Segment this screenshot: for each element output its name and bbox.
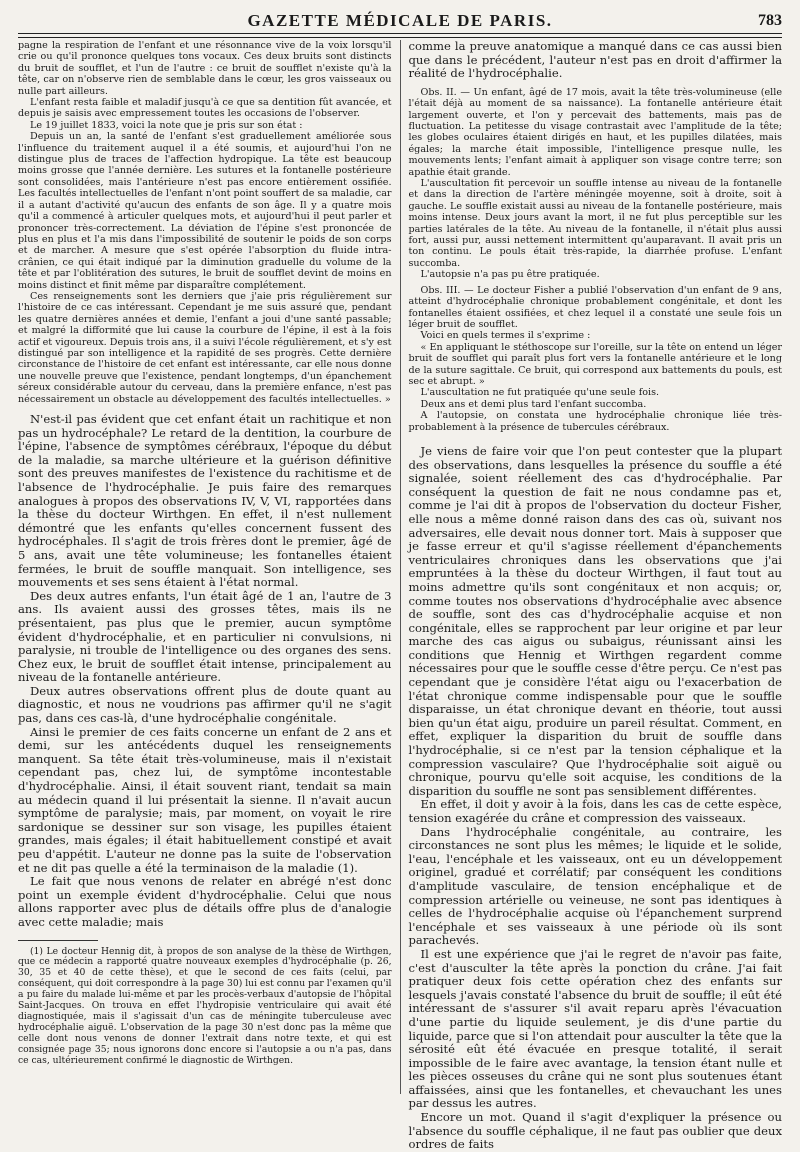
paragraph: Ainsi le premier de ces faits concerne un enfant de 2 ans et demi, sur les antécédents duquel les renseignements manquent. Sa tête était très-volumineuse, mais il n'existait cependant pas, chez lui, de symptôme incontestable d'hydrocéphalie. Ainsi, il était souvent riant, tendait sa main au médecin quand il lui présentait la sienne. Il n'avait aucun symptôme de paralysie; mais, par moment, on voyait le rire sardonique se dessiner sur son visage, les pupilles étaient grandes, mais égales; il était habituellement constipé et avait peu d'appétit. L'auteur ne donne pas la suite de l'observation et ne dit pas quelle a été la terminaison de la maladie (1). — [18, 724, 392, 875]
paragraph: Il est une expérience que j'ai le regret de n'avoir pas faite, c'est d'ausculter la tête après la ponction du crâne. J'ai fait pratiquer deux fois cette opération chez des enfants sur lesquels j'avais constaté l'absence du bruit de souffle; il eût été intéressant de s'assurer s'il avait reparu après l'évacuation d'une partie du liquide seulement, je dis d'une partie du liquide, parce que si l'on attendait pour ausculter la tête que la sérosité eût été évacuée en presque totalité, il serait impossible de le faire avec avantage, la tension étant nulle et les pièces osseuses du crâne qui ne sont plus soutenues étant affaissées, ainsi que les fontanelles, et chevauchant les unes par dessus les autres. — [408, 946, 782, 1111]
quotation: « En appliquant le stéthoscope sur l'oreille, sur la tête on entend un léger bruit de soufflet qui paraît plus fort vers la fontanelle antérieure et le long de la suture sagittale. Ce bruit, qui correspond aux battements du pouls, est sec et abrupt. » — [408, 341, 782, 387]
paragraph: comme la preuve anatomique a manqué dans ce cas aussi bien que dans le précédent, l'auteur n'est pas en droit d'affirmer la réalité de l'hydrocéphalie. — [408, 39, 782, 81]
paragraph: A l'autopsie, on constata une hydrocéphalie chronique liée très-probablement à la présence de tubercules cérébraux. — [408, 410, 782, 433]
paragraph: L'autopsie n'a pas pu être pratiquée. — [420, 269, 600, 281]
left-small-text-block — [18, 40, 392, 405]
paragraph: Voici en quels termes il s'exprime : — [420, 330, 591, 342]
paragraph: Encore un mot. Quand il s'agit d'expliquer la présence ou l'absence du souffle céphalique, il ne faut pas oublier que deux ordres de faits — [408, 1110, 782, 1152]
left-column — [18, 40, 401, 1094]
paragraph: Deux autres observations offrent plus de doute quant au diagnostic, et nous ne voudrions pas affirmer qu'il ne s'agit pas, dans ces cas-là, d'une hydrocéphalie congénitale. — [18, 683, 392, 726]
observation-paragraph: Obs. II. — Un enfant, âgé de 17 mois, avait la tête très-volumineuse (elle l'était déjà au moment de sa naissance). La fontanelle antérieure était largement ouverte, et l'on y percevait des battements, mais pas de fluctuation. La petitesse du visage contrastait avec l'amplitude de la tête; les globes oculaires étaient dirigés en haut, et les pupilles dilatées, mais égales; la marche était impossible, l'intelligence presque nulle, les mouvements lents; l'enfant aimait à appliquer son visage contre terre; son apathie était grande. — [408, 86, 782, 178]
right-small-text-block — [409, 87, 783, 433]
observation-paragraph: Obs. III. — Le docteur Fisher a publié l'observation d'un enfant de 9 ans, atteint d'hydrocéphalie chronique probablement congénitale, et dont les fontanelles étaient ossifiées, et chez lequel il a constaté une seule fois un léger bruit de soufflet. — [408, 284, 782, 330]
paragraph: N'est-il pas évident que cet enfant était un rachitique et non pas un hydrocéphale? Le retard de la dentition, la courbure de l'épine, l'absence de symptômes cérébraux, l'époque du début de la maladie, sa marche ultérieure et la guérison définitive sont des preuves manifestes de l'existence du rachitisme et de l'absence de l'hydrocéphalie. Je puis faire des remarques analogues à propos des observations IV, V, VI, rapportées dans la thèse du docteur Wirthgen. En effet, il n'est nullement démontré que les enfants qu'elles concernent fussent des hydrocéphales. Il s'agit de trois frères dont le premier, âgé de 5 ans, avait une tête volumineuse; les fontanelles étaient fermées, le bruit de souffle manquait. Son intelligence, ses mouvements et ses sens étaient à l'état normal. — [18, 412, 392, 590]
paragraph: Ces renseignements sont les derniers que j'aie pris régulièrement sur l'histoire de ce cas intéressant. Cependant je me suis assuré que, pendant les quatre dernières années et demie, l'enfant a joui d'une santé passable; et malgré la difformité que lui cause la courbure de l'épine, il est à la fois actif et vigoureux. Depuis trois ans, il a suivi l'école régulièrement, et s'y est distingué par son intelligence et la rapidité de ses progrès. Cette dernière circonstance de l'histoire de cet enfant est intéressante, car elle nous donne une nouvelle preuve que l'existence, pendant longtemps, d'un épanchement séreux considérable autour du cerveau, dans la première enfance, n'est pas nécessairement un obstacle au développement des facultés intellectuelles. » — [18, 290, 392, 405]
paragraph: L'auscultation ne fut pratiquée qu'une seule fois. — [420, 387, 660, 399]
right-column — [401, 39, 783, 1152]
header-rule-thin — [18, 37, 782, 38]
footnote-separator — [18, 940, 98, 941]
journal-title: GAZETTE MÉDICALE DE PARIS. — [247, 11, 553, 30]
footnote: (1) Le docteur Hennig dit, à propos de son analyse de la thèse de Wirthgen, que ce médecin a rapporté quatre nouveaux exemples d'hydrocéphalie (p. 26, 30, 35 et 40 de cette thèse), et que le second de ces faits (celui, par conséquent, qui doit correspondre à la page 30) lui est connu par l'examen qu'il a pu faire du malade lui-même et par les procès-verbaux d'autopsie de l'hôpital Saint-Jacques. On trouva en effet l'hydropisie ventriculaire qui avait été diagnostiquée, mais il s'agissait d'un cas de méningite tuberculeuse avec hydrocéphalie aiguë. L'observation de la page 30 n'est donc pas la même que celle dont nous venons de donner l'extrait dans notre texte, et qui est consignée page 35; nous ignorons donc encore si l'autopsie a ou n'a pas, dans ce cas, ultérieurement confirmé le diagnostic de Wirthgen. — [18, 945, 392, 1066]
paragraph: Dans l'hydrocéphalie congénitale, au contraire, les circonstances ne sont plus les mêmes; le liquide et le solide, l'eau, l'encéphale et les vaisseaux, ont eu un développement originel, gradué et corrélatif; par conséquent les conditions d'amplitude vasculaire, de tension encéphalique et de compression artérielle ou veineuse, ne sont pas identiques à celles de l'hydrocéphalie acquise où l'épanchement surprend l'encéphale et ses vaisseaux à une période où ils sont parachevés. — [408, 824, 782, 948]
paragraph: L'enfant resta faible et maladif jusqu'à ce que sa dentition fût avancée, et depuis je saisis avec empressement toutes les occasions de l'observer. — [18, 97, 392, 120]
footnote-block — [18, 947, 392, 1067]
paragraph: Le fait que nous venons de relater en abrégé n'est donc point un exemple évident d'hydrocéphalie. Celui que nous allons rapporter avec plus de détails offre plus de d'analogie avec cette maladie; mais — [18, 874, 392, 929]
paragraph: Des deux autres enfants, l'un était âgé de 1 an, l'autre de 3 ans. Ils avaient aussi des grosses têtes, mais ils ne présentaient, pas plus que le premier, aucun symptôme évident d'hydrocéphalie, et en particulier ni convulsions, ni paralysie, ni trouble de l'intelligence ou des organes des sens. Chez eux, le bruit de soufflet était intense, principalement au niveau de la fontanelle antérieure. — [18, 588, 392, 685]
right-large-text-block — [409, 445, 783, 1152]
paragraph: L'auscultation fit percevoir un souffle intense au niveau de la fontanelle et dans la direction de l'artère méningée moyenne, soit à droite, soit à gauche. Le souffle existait aussi au niveau de la fontanelle postérieure, mais moins intense. Deux jours avant la mort, il ne fut plus perceptible sur les parties latérales de la tête. Au niveau de la fontanelle, il n'était plus aussi fort, aussi pur, aussi nettement intermittent qu'auparavant. Il avait pris un ton continu. Le pouls était très-rapide, la diarrhée profuse. L'enfant succomba. — [408, 178, 782, 269]
two-column-body — [18, 39, 782, 1152]
paragraph: Deux ans et demi plus tard l'enfant succomba. — [420, 398, 647, 410]
paragraph: En effet, il doit y avoir à la fois, dans les cas de cette espèce, tension exagérée du crâne et compression des vaisseaux. — [408, 797, 782, 825]
paragraph: pagne la respiration de l'enfant et une résonnance vive de la voix lorsqu'il crie ou qu'il prononce quelques tons vocaux. Ces deux bruits sont distincts du bruit de soufflet, et l'un de l'autre : ce bruit de soufflet n'existe qu'à la tête, car on n'observe rien de semblable dans le cœur, les gros vaisseaux ou nulle part ailleurs. — [18, 40, 392, 97]
right-intro-block — [409, 40, 783, 81]
paragraph: Je viens de faire voir que l'on peut contester que la plupart des observations, dans lesquelles la présence du souffle a été signalée, soient réellement des cas d'hydrocéphalie. Par conséquent la question de fait ne nous condamne pas et, comme je l'ai dit à propos de l'observation du docteur Fisher, elle nous a même donné raison dans des cas où, suivant nos adversaires, elle devait nous donner tort. Mais à supposer que je fasse erreur et qu'il s'agisse réellement d'épanchements ventriculaires chroniques dans les observations que j'ai empruntées à la thèse du docteur Wirthgen, il faut tout au moins admettre qu'ils sont congénitaux et non acquis; or, comme toutes nos observations d'hydrocéphalie avec absence de souffle, sont des cas d'hydrocéphalie acquise et non congénitale, elles se rapprochent par leur origine et par leur marche des cas aigus ou subaigus, réunissant ainsi les conditions que Hennig et Wirthgen regardent comme nécessaires pour que le souffle cesse d'être perçu. Ce n'est pas cependant que je considère l'état aigu ou l'exacerbation de l'état chronique comme indispensable pour que le souffle disparaisse, un état chronique devant en théorie, tout aussi bien qu'un état aigu, produire un pareil résultat. Comment, en effet, expliquer la disparition du bruit de souffle dans l'hydrocéphalie, si ce n'est par la tension céphalique et la compression vasculaire? Que l'hydrocéphalie soit aiguë ou chronique, pourvu qu'elle soit acquise, les conditions de la disparition du souffle ne sont pas sensiblement différentes. — [408, 443, 782, 798]
paragraph: Le 19 juillet 1833, voici la note que je pris sur son état : — [30, 119, 303, 131]
page-number: 783 — [758, 12, 782, 29]
header-rule-thick — [18, 33, 782, 34]
left-large-text-block — [18, 413, 392, 930]
paragraph: Depuis un an, la santé de l'enfant s'est graduellement améliorée sous l'influence du traitement auquel il a été soumis, et aujourd'hui l'on ne distingue plus de traces de l'affection hydropique. La tête est beaucoup moins grosse que l'année dernière. Les sutures et la fontanelle postérieure sont consolidées, mais l'antérieure n'est pas encore entièrement ossifiée. Les facultés intellectuelles de l'enfant n'ont point souffert de sa maladie, car il a autant d'activité qu'aucun des enfants de son âge. Il y a quatre mois qu'il a commencé à articuler quelques mots, et aujourd'hui il peut parler et prononcer très-correctement. La déviation de l'épine s'est prononcée de plus en plus et l'a mis dans l'impossibilité de soutenir le poids de son corps et de marcher. A mesure que s'est opérée l'absorption du fluide intra-crânien, ce qui était indiqué par la diminution graduelle du volume de la tête et par l'oblitération des sutures, le bruit de soufflet devint de moins en moins distinct et finit même par disparaître complétement. — [18, 131, 392, 291]
